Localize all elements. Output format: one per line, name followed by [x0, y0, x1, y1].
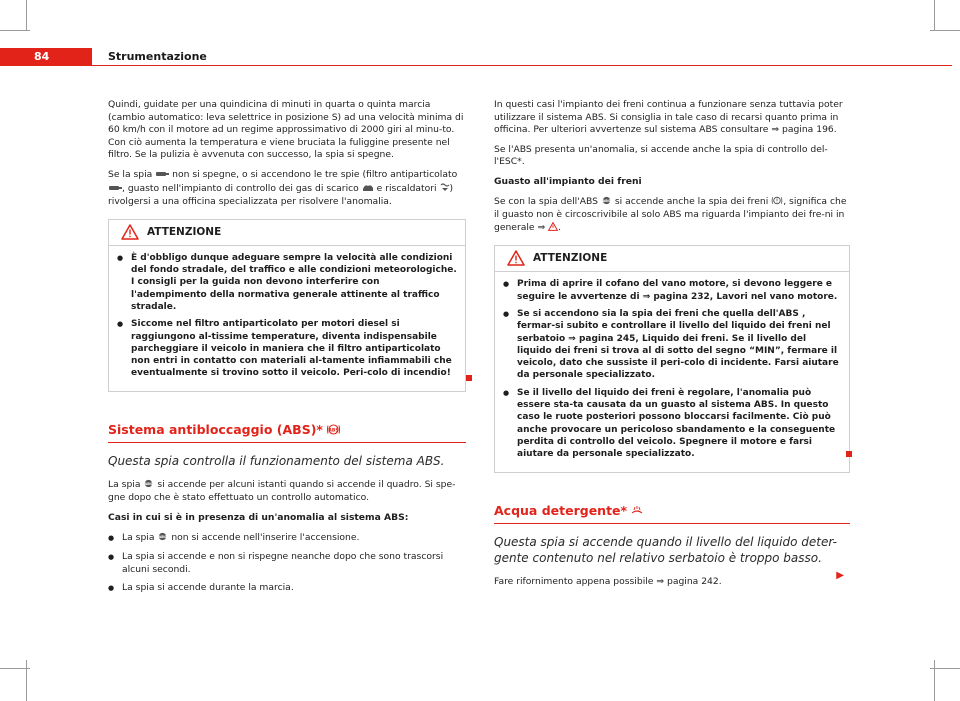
paragraph: In questi casi l'impianto dei freni continua a funzionare senza tuttavia poter utilizzare il sistema ABS. Si consiglia in tale caso di recarsi quanto prima in officina. Per ulteriori avvertenze sul sistema ABS consultare ⇒ pagina 196. — [494, 99, 843, 136]
glow-plug-icon — [440, 183, 450, 197]
paragraph — [494, 196, 850, 236]
text-run: La spia — [108, 478, 141, 490]
paragraph: Se l'ABS presenta un'anomalia, si accende anche la spia di controllo del-l'ESC*. — [494, 143, 828, 168]
text-run: si accende anche la spia dei freni — [614, 195, 769, 207]
svg-text:ABS: ABS — [602, 198, 611, 203]
text-run: , guasto nell'impianto di controllo dei gas di scarico — [122, 182, 359, 194]
warning-header — [109, 220, 465, 246]
text-run: Se la spia — [108, 168, 153, 180]
text-run: , significa che il guasto non è circoscrivibile al solo ABS ma riguarda l'impianto dei fre-ni in generale ⇒ — [494, 195, 847, 233]
paragraph: Fare rifornimento appena possibile ⇒ pagina 242. — [494, 575, 722, 587]
next-page-arrow-icon: ▶ — [836, 570, 844, 581]
section-heading-text: Sistema antibloccaggio (ABS)* — [108, 421, 323, 437]
text-run: ) rivolgersi a una officina specializzata per risolvere l'anomalia. — [108, 182, 454, 208]
crop-mark — [26, 0, 27, 30]
text-run: . — [558, 221, 562, 233]
warning-item: ● Siccome nel filtro antiparticolato per motori diesel si raggiungono al-tissime temperature, diventa indispensabile parcheggiare il veicolo in maniera che il filtro antiparticolato non entri in contatto con materiali al-tamente infiammabili che eventualmente si trovino sotto il veicolo. Peri-colo di incendio! — [117, 318, 457, 379]
text-run: Guasto all'impianto dei freni — [494, 175, 642, 187]
section-heading-text: Acqua detergente* — [494, 502, 628, 518]
text-run: non si accende nell'inserire l'accensione. — [171, 531, 360, 543]
warning-body — [109, 246, 465, 391]
svg-text:ABS: ABS — [158, 534, 168, 539]
text-run: e riscaldatori — [376, 182, 437, 194]
right-column — [494, 99, 850, 595]
crop-mark — [934, 0, 935, 30]
crop-mark — [26, 660, 27, 701]
text-run: non si spegne, o si accendono le tre spie (filtro antiparticolato — [172, 168, 458, 180]
text-run: Casi in cui si è in presenza di un'anomalia al sistema ABS: — [108, 511, 409, 523]
abs-icon — [143, 479, 154, 493]
warning-body — [495, 272, 849, 471]
abs-icon — [157, 532, 168, 546]
crop-mark — [934, 660, 935, 701]
list-item: ● La spia si accende durante la marcia. — [108, 582, 466, 595]
section-subtitle: Questa spia controlla il funzionamento del sistema ABS. — [108, 453, 445, 468]
list-item — [108, 532, 466, 546]
paragraph: Quindi, guidate per una quindicina di minuti in quarta o quinta marcia (cambio automatico: leva selettrice in posizione S) ad una velocità minima di 60 km/h con il motore ad un regime approssimativo di 2000 giri al minu-to. Con ciò aumenta la temperatura e viene bruciata la fuliggine presente nel filtro. Se la pulizia è avvenuta con successo, la spia si spegne. — [108, 99, 464, 161]
page-header — [0, 48, 960, 66]
paragraph — [494, 176, 850, 189]
crop-mark — [0, 668, 30, 669]
warning-item: ● Se il livello del liquido dei freni è regolare, l'anomalia può essere sta-ta causata da un guasto al sistema ABS. In questo caso le ruote posteriori possono bloccarsi facilmente. Ciò può anche provocare un pericoloso sbandamento e la conseguente perdita di controllo del veicolo. Spegnere il motore e farsi aiutare da personale specializzato. — [503, 387, 841, 461]
paragraph — [108, 169, 466, 209]
warning-triangle-icon — [121, 224, 139, 244]
crop-mark — [930, 668, 960, 669]
page-title: Strumentazione — [108, 50, 207, 63]
brake-icon — [771, 196, 783, 210]
warning-item: ● È d'obbligo dunque adeguare sempre la velocità alle condizioni del fondo stradale, del traffico e alle condizioni meteorologiche. I consigli per la guida non devono interferire con l'adempimento della normativa generale attinente al traffico stradale. — [117, 252, 457, 313]
text-run: si accende per alcuni istanti quando si accende il quadro. Si spe-gne dopo che è stato effettuato un controllo automatico. — [108, 478, 456, 504]
section-end-mark — [466, 375, 472, 381]
paragraph — [108, 512, 466, 525]
left-column — [108, 99, 466, 601]
header-divider — [92, 65, 952, 66]
svg-text:ABS: ABS — [144, 481, 154, 486]
warning-item: ● Se si accendono sia la spia dei freni che quella dell'ABS , fermar-si subito e controllare il livello del liquido dei freni nel serbatoio ⇒ pagina 245, Liquido dei freni. Se il livello del liquido dei freni si trova al di sotto del segno “MIN”, fermare il veicolo, dato che sussiste il peri-colo di incidente. Farsi aiutare da personale specializzato. — [503, 308, 841, 382]
section-end-mark — [846, 451, 852, 457]
list-item: ● La spia si accende e non si rispegne neanche dopo che sono trascorsi alcuni secondi. — [108, 551, 466, 576]
abs-icon — [327, 423, 340, 438]
text-run: Se con la spia dell'ABS — [494, 195, 599, 207]
section-heading — [108, 422, 466, 443]
warning-title: ATTENZIONE — [147, 225, 222, 238]
warning-box — [494, 245, 850, 472]
paragraph — [108, 479, 466, 505]
warning-item: ● Prima di aprire il cofano del vano motore, si devono leggere e seguire le avvertenze di ⇒ pagina 232, Lavori nel vano motore. — [503, 278, 841, 303]
washer-fluid-icon — [631, 504, 643, 519]
warning-header — [495, 246, 849, 272]
section-subtitle: Questa spia si accende quando il livello del liquido deter-gente contenuto nel relativo serbatoio è troppo basso. — [494, 534, 837, 565]
warning-box — [108, 219, 466, 392]
exhaust-control-icon — [362, 183, 374, 197]
crop-mark — [930, 30, 960, 31]
abs-icon — [601, 196, 612, 210]
section-heading — [494, 503, 850, 524]
dpf-warning-icon — [155, 170, 169, 183]
warning-title: ATTENZIONE — [533, 252, 608, 265]
page-number: 84 — [0, 48, 92, 66]
crop-mark — [0, 30, 30, 31]
dpf-warning-icon — [108, 184, 122, 197]
svg-text:ABS: ABS — [328, 428, 339, 434]
warning-triangle-icon — [507, 250, 525, 270]
warning-triangle-icon — [548, 222, 558, 236]
text-run: La spia — [122, 531, 155, 543]
